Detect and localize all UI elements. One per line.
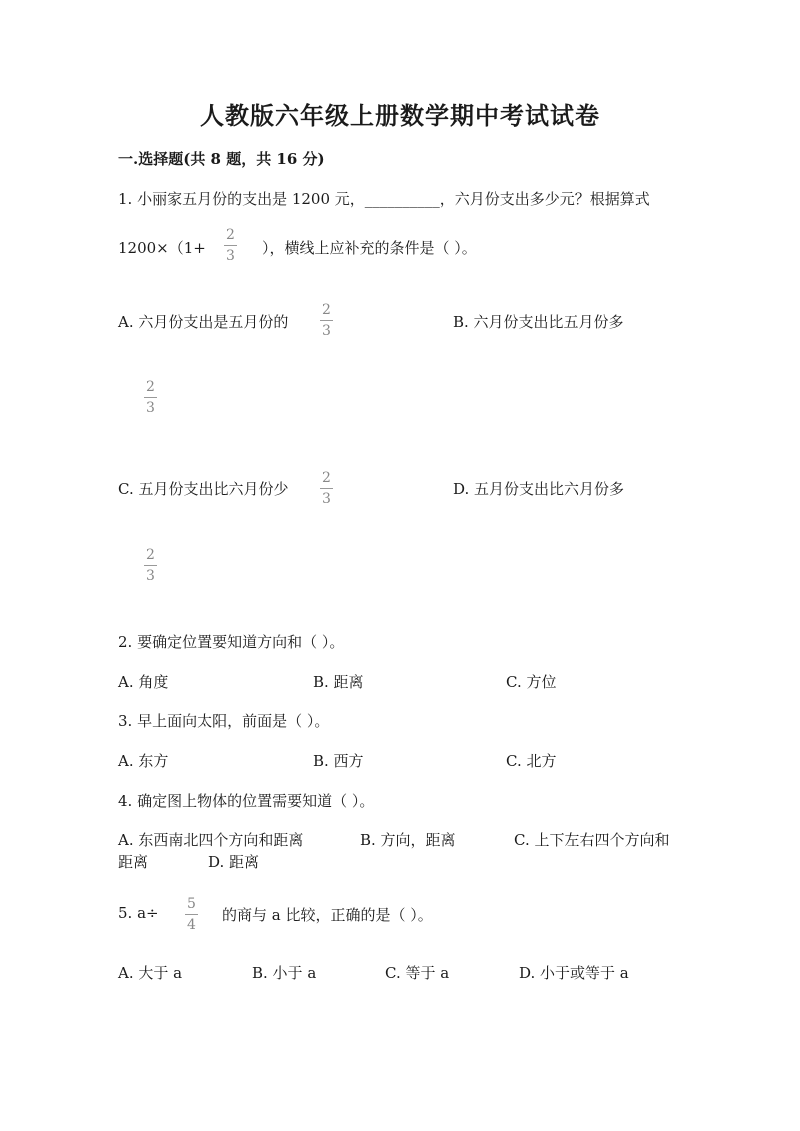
fraction-denominator: 3 [144, 397, 157, 415]
fraction-numerator: 5 [187, 896, 196, 912]
q1-option-b-fraction [144, 380, 157, 415]
q1-option-d-fraction [144, 548, 157, 583]
fraction-denominator: 4 [185, 914, 198, 932]
q2-text: 2. 要确定位置要知道方向和（ ）。 [118, 633, 345, 651]
q3-text: 3. 早上面向太阳，前面是（ ）。 [118, 712, 330, 730]
q4-option-b: B. 方向，距离 [360, 831, 456, 849]
q5-option-b: B. 小于 a [252, 964, 317, 982]
fraction-numerator: 2 [322, 470, 331, 486]
q5-fraction [185, 897, 198, 932]
q2-option-a: A. 角度 [118, 673, 169, 691]
q1-option-b: B. 六月份支出比五月份多 [453, 313, 624, 331]
q4-option-c: C. 上下左右四个方向和 [514, 831, 670, 849]
fraction-denominator: 3 [224, 245, 237, 263]
fraction-denominator: 3 [144, 565, 157, 583]
q4-option-d: D. 距离 [208, 853, 260, 871]
q3-option-c: C. 北方 [506, 752, 557, 770]
q5-option-d: D. 小于或等于 a [519, 964, 629, 982]
q5-option-c: C. 等于 a [385, 964, 450, 982]
q2-option-c: C. 方位 [506, 673, 557, 691]
fraction-numerator: 2 [226, 227, 235, 243]
fraction-numerator: 2 [322, 302, 331, 318]
q3-option-a: A. 东方 [118, 752, 169, 770]
q1-option-c: C. 五月份支出比六月份少 [118, 480, 289, 498]
q1-text-line2a: 1200×（1+ [118, 239, 206, 257]
q1-text-line1: 1. 小丽家五月份的支出是 1200 元，__________，六月份支出多少元？根据算式 [118, 190, 650, 208]
q3-option-b: B. 西方 [313, 752, 364, 770]
fraction-numerator: 2 [146, 547, 155, 563]
fraction-denominator: 3 [320, 488, 333, 506]
q5-text-a: 5. a÷ [118, 904, 159, 922]
q1-option-a-fraction [320, 303, 333, 338]
q1-option-a: A. 六月份支出是五月份的 [118, 313, 289, 331]
q4-text: 4. 确定图上物体的位置需要知道（ ）。 [118, 792, 375, 810]
page-title: 人教版六年级上册数学期中考试试卷 [200, 101, 600, 130]
q4-option-a: A. 东西南北四个方向和距离 [118, 831, 304, 849]
q4-option-c-continued: 距离 [118, 853, 149, 871]
q1-text-line2b: ），横线上应补充的条件是（ ）。 [262, 239, 477, 257]
fraction-numerator: 2 [146, 379, 155, 395]
q5-option-a: A. 大于 a [118, 964, 183, 982]
q1-fraction [224, 228, 237, 263]
fraction-denominator: 3 [320, 320, 333, 338]
section-heading: 一.选择题(共 8 题，共 16 分) [118, 150, 325, 168]
q2-option-b: B. 距离 [313, 673, 364, 691]
q1-option-d: D. 五月份支出比六月份多 [453, 480, 625, 498]
q5-text-b: 的商与 a 比较，正确的是（ ）。 [222, 906, 433, 924]
q1-option-c-fraction [320, 471, 333, 506]
